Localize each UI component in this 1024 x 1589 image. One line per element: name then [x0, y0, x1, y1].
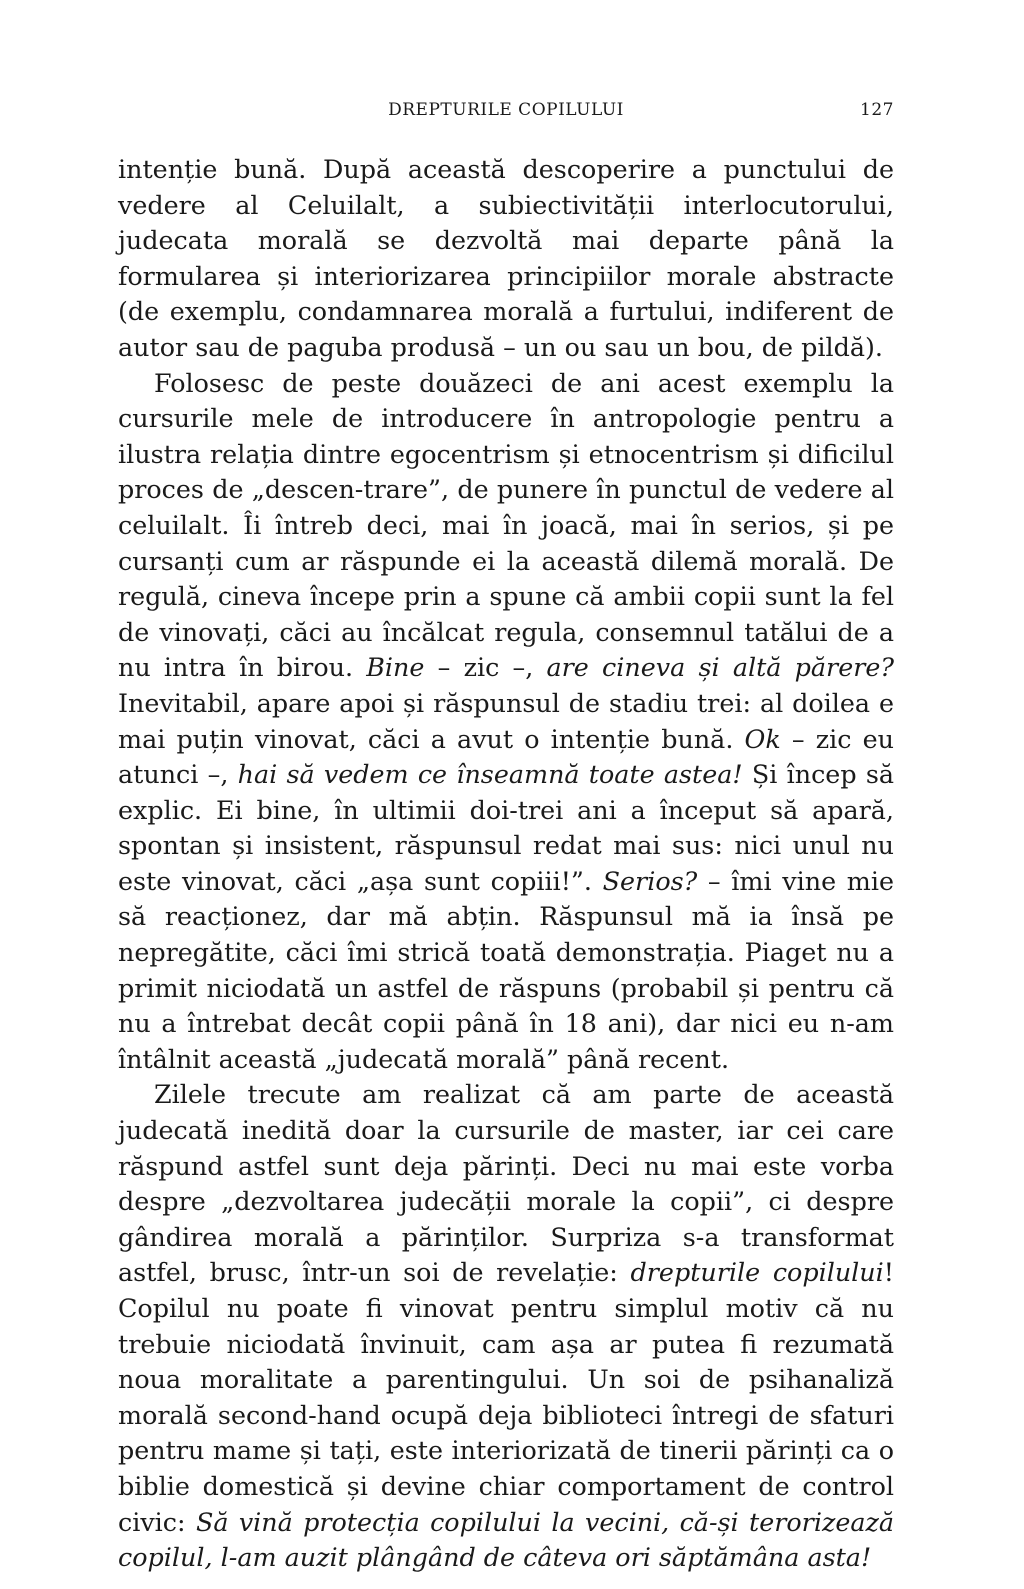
- paragraph: [118, 152, 894, 366]
- text-run: – zic –,: [424, 652, 547, 683]
- paragraph: [118, 366, 894, 1078]
- text-run: Zilele trecute am realizat că am parte de această judecată inedită doar la cursurile de master, iar cei care răspund astfel sunt deja părinți. Deci nu mai este vorba despre „dezvoltarea judecății morale la copii”, ci despre gândirea morală a părinților. Surpriza s-a transformat astfel, brusc, într-un soi de revelație:: [118, 1079, 894, 1288]
- italic-text: hai să vedem ce înseamnă toate astea!: [237, 759, 743, 790]
- italic-text: Ok: [744, 723, 781, 754]
- text-run: intenție bună. După această descoperire a punctului de vedere al Celuilalt, a subiectivității interlocutorului, judecata morală se dezvoltă mai departe până la formularea și interiorizarea principiilor morale abstracte (de exemplu, condamnarea morală a furtului, indiferent de autor sau de paguba produsă – un ou sau un bou, de pildă).: [118, 154, 894, 362]
- page-number: 127: [860, 100, 894, 120]
- text-run: ! Copilul nu poate fi vinovat pentru simplul motiv că nu trebuie niciodată învinuit, cam așa ar putea fi rezumată noua moralitate a parentingului. Un soi de psihanaliză morală second-hand ocupă deja biblioteci întregi de sfaturi pentru mame și tați, este interiorizată de tinerii părinți ca o biblie domestică și devine chiar comportament de control civic:: [118, 1257, 894, 1537]
- italic-text: Serios?: [602, 865, 698, 896]
- italic-text: drepturile copilului: [630, 1257, 884, 1288]
- book-page: [118, 96, 894, 1576]
- italic-text: Bine: [366, 652, 425, 683]
- text-run: – îmi vine mie să reacționez, dar mă abțin. Răspunsul mă ia însă pe nepregătite, căci îmi strică toată demonstrația. Piaget nu a primit niciodată un astfel de răspuns (probabil și pentru că nu a întrebat decât copii până în 18 ani), dar nici eu n-am întâlnit această „judecată morală” până recent.: [118, 865, 895, 1074]
- paragraph: [118, 1077, 894, 1575]
- italic-text: Să vină protecția copilului la vecini, că-și terorizează copilul, l-am auzit plângând de câteva ori săptămâna asta!: [118, 1506, 894, 1573]
- text-run: Și încep să explic. Ei bine, în ultimii doi-trei ani a început să apară, spontan și insistent, răspunsul redat mai sus: nici unul nu este vinovat, căci „așa sunt copiii!”.: [118, 759, 894, 896]
- running-title: DREPTURILE COPILULUI: [388, 100, 624, 120]
- text-run: Folosesc de peste douăzeci de ani acest exemplu la cursurile mele de introducere în antropologie pentru a ilustra relația dintre egocentrism și etnocentrism și dificilul proces de „descen-trare”, de punere în punctul de vedere al celuilalt. Îi întreb deci, mai în joacă, mai în serios, și pe cursanți cum ar răspunde ei la această dilemă morală. De regulă, cineva începe prin a spune că ambii copii sunt la fel de vinovați, căci au încălcat regula, consemnul tatălui de a nu intra în birou.: [118, 367, 894, 683]
- running-header: [118, 96, 894, 126]
- italic-text: are cineva și altă părere?: [546, 652, 894, 683]
- text-run: – zic eu atunci –,: [118, 723, 894, 790]
- body-text: [118, 152, 894, 1576]
- text-run: Inevitabil, apare apoi și răspunsul de stadiu trei: al doilea e mai puțin vinovat, căci a avut o intenție bună.: [118, 687, 894, 754]
